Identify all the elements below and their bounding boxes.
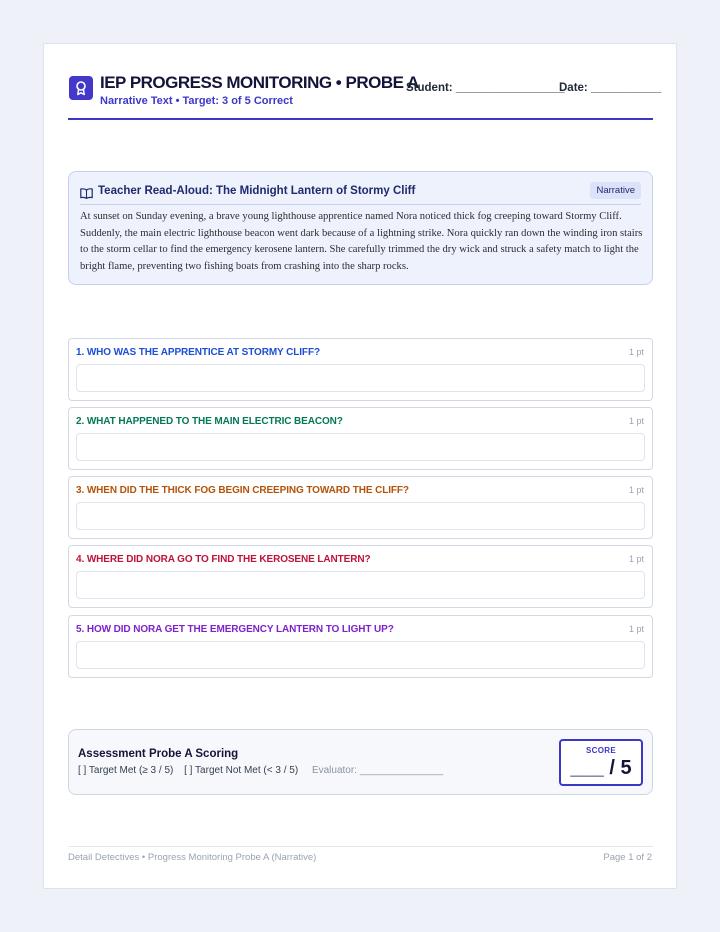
- question-text: 5. HOW DID NORA GET THE EMERGENCY LANTERN TO LIGHT UP?: [76, 624, 394, 635]
- question-points: 1 pt: [628, 416, 644, 426]
- passage-title: Teacher Read-Aloud: The Midnight Lantern of Stormy Cliff: [98, 185, 416, 197]
- page-title: IEP PROGRESS MONITORING • PROBE A: [100, 73, 419, 92]
- ribbon-badge-icon: [69, 76, 93, 100]
- score-label: SCORE: [586, 746, 616, 755]
- score-box: [559, 739, 643, 786]
- page-subtitle: Narrative Text • Target: 3 of 5 Correct: [100, 95, 293, 107]
- scoring-panel: [68, 729, 653, 795]
- date-field[interactable]: Date: ___________: [559, 82, 662, 94]
- question-card: [68, 407, 653, 470]
- question-card: [68, 476, 653, 539]
- answer-field[interactable]: [76, 571, 645, 599]
- student-field[interactable]: Student: _________________: [406, 82, 565, 94]
- target-met-checkbox[interactable]: [ ] Target Met (≥ 3 / 5): [78, 765, 174, 776]
- answer-field[interactable]: [76, 364, 645, 392]
- target-not-met-checkbox[interactable]: [ ] Target Not Met (< 3 / 5): [184, 765, 299, 776]
- passage-header: [80, 183, 641, 205]
- header-divider: [68, 118, 653, 120]
- open-book-icon: [80, 186, 93, 204]
- passage-text: At sunset on Sunday evening, a brave young lighthouse apprentice named Nora noticed thick fog creeping toward Stormy Cliff. Suddenly, the main electric lighthouse beacon went dark because of a lightning strike. Nora quickly ran down the winding iron stairs to the storm cellar to find the emergency kerosene lantern. She carefully trimmed the dry wick and struck a safety match to light the bright flame, preventing two fishing boats from crashing into the sharp rocks.: [80, 211, 643, 272]
- question-text: 4. WHERE DID NORA GO TO FIND THE KEROSENE LANTERN?: [76, 554, 371, 565]
- page-number: Page 1 of 2: [603, 852, 652, 863]
- answer-field[interactable]: [76, 433, 645, 461]
- scoring-title: Assessment Probe A Scoring: [78, 748, 239, 760]
- footer-text: Detail Detectives • Progress Monitoring Probe A (Narrative): [68, 852, 317, 863]
- question-points: 1 pt: [628, 554, 644, 564]
- score-value[interactable]: ___ / 5: [570, 757, 632, 779]
- evaluator-field[interactable]: Evaluator: _______________: [311, 765, 444, 776]
- page-header: [68, 73, 662, 121]
- scoring-options: [78, 765, 451, 776]
- answer-field[interactable]: [76, 502, 645, 530]
- question-card: [68, 615, 653, 678]
- question-points: 1 pt: [628, 347, 644, 357]
- read-aloud-passage: [68, 171, 653, 285]
- question-text: 3. WHEN DID THE THICK FOG BEGIN CREEPING TOWARD THE CLIFF?: [76, 485, 409, 496]
- question-text: 2. WHAT HAPPENED TO THE MAIN ELECTRIC BEACON?: [76, 416, 343, 427]
- answer-field[interactable]: [76, 641, 645, 669]
- question-text: 1. WHO WAS THE APPRENTICE AT STORMY CLIFF?: [76, 347, 320, 358]
- question-card: [68, 338, 653, 401]
- question-points: 1 pt: [628, 624, 644, 634]
- footer-divider: [68, 846, 653, 847]
- question-points: 1 pt: [628, 485, 644, 495]
- worksheet-page: [43, 43, 677, 889]
- question-card: [68, 545, 653, 608]
- genre-tag: Narrative: [590, 182, 641, 199]
